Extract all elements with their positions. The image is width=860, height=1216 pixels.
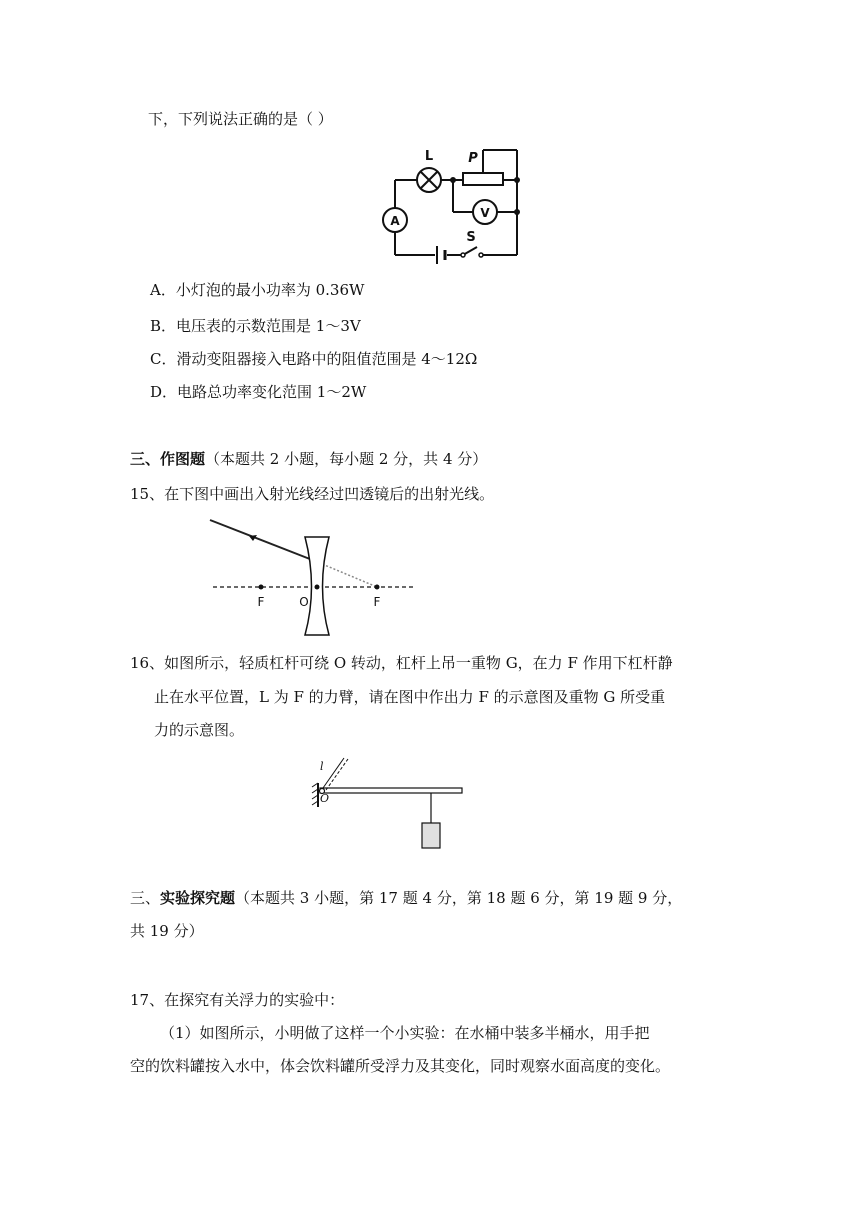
focus-left-label: F (257, 595, 265, 609)
slider-label: P (468, 151, 478, 166)
focus-right-label: F (373, 595, 381, 609)
switch-label: S (466, 230, 476, 245)
lever-arm-label: l (320, 760, 324, 773)
voltmeter-label: V (480, 206, 490, 220)
q16-line2: 止在水平位置，L 为 F 的力臂，请在图中作出力 F 的示意图及重物 G 所受重 (154, 688, 666, 706)
section-heading-experiment (130, 887, 682, 909)
option-a: A．小灯泡的最小功率为 0.36W (150, 281, 365, 299)
section-title: 三、作图题 (130, 450, 206, 468)
concave-lens-diagram (205, 515, 420, 640)
circuit-diagram (355, 140, 540, 265)
lever-diagram (308, 755, 468, 855)
q15-text: 15、在下图中画出入射光线经过凹透镜后的出射光线。 (130, 485, 495, 503)
optical-center-label: O (299, 595, 309, 609)
pivot-label: O (320, 792, 330, 805)
section-prefix: 三、 (130, 889, 161, 907)
weight-block-icon (422, 823, 440, 848)
q17-title: 17、在探究有关浮力的实验中： (130, 991, 345, 1009)
lamp-label: L (424, 149, 434, 164)
q14-text: 下，下列说法正确的是（ ） (148, 110, 333, 128)
option-b: B．电压表的示数范围是 1～3V (150, 317, 361, 335)
q17-line2: 空的饮料罐按入水中，体会饮料罐所受浮力及其变化，同时观察水面高度的变化。 (130, 1057, 671, 1075)
section-title: 实验探究题 (160, 889, 236, 907)
option-d: D．电路总功率变化范围 1～2W (150, 383, 367, 401)
q17-line1: （1）如图所示，小明做了这样一个小实验：在水桶中装多半桶水，用手把 (160, 1024, 650, 1042)
section-heading-drawing (130, 448, 487, 470)
q16-line3: 力的示意图。 (154, 721, 245, 739)
option-c: C．滑动变阻器接入电路中的阻值范围是 4～12Ω (150, 350, 478, 368)
ammeter-label: A (390, 214, 400, 228)
section-note: （本题共 3 小题，第 17 题 4 分，第 18 题 6 分，第 19 题 9 分， (235, 889, 683, 907)
section-note: （本题共 2 小题，每小题 2 分，共 4 分） (205, 450, 488, 468)
section-note-cont: 共 19 分） (130, 922, 204, 940)
q16-line1: 16、如图所示，轻质杠杆可绕 O 转动，杠杆上吊一重物 G，在力 F 作用下杠杆静 (130, 654, 673, 672)
